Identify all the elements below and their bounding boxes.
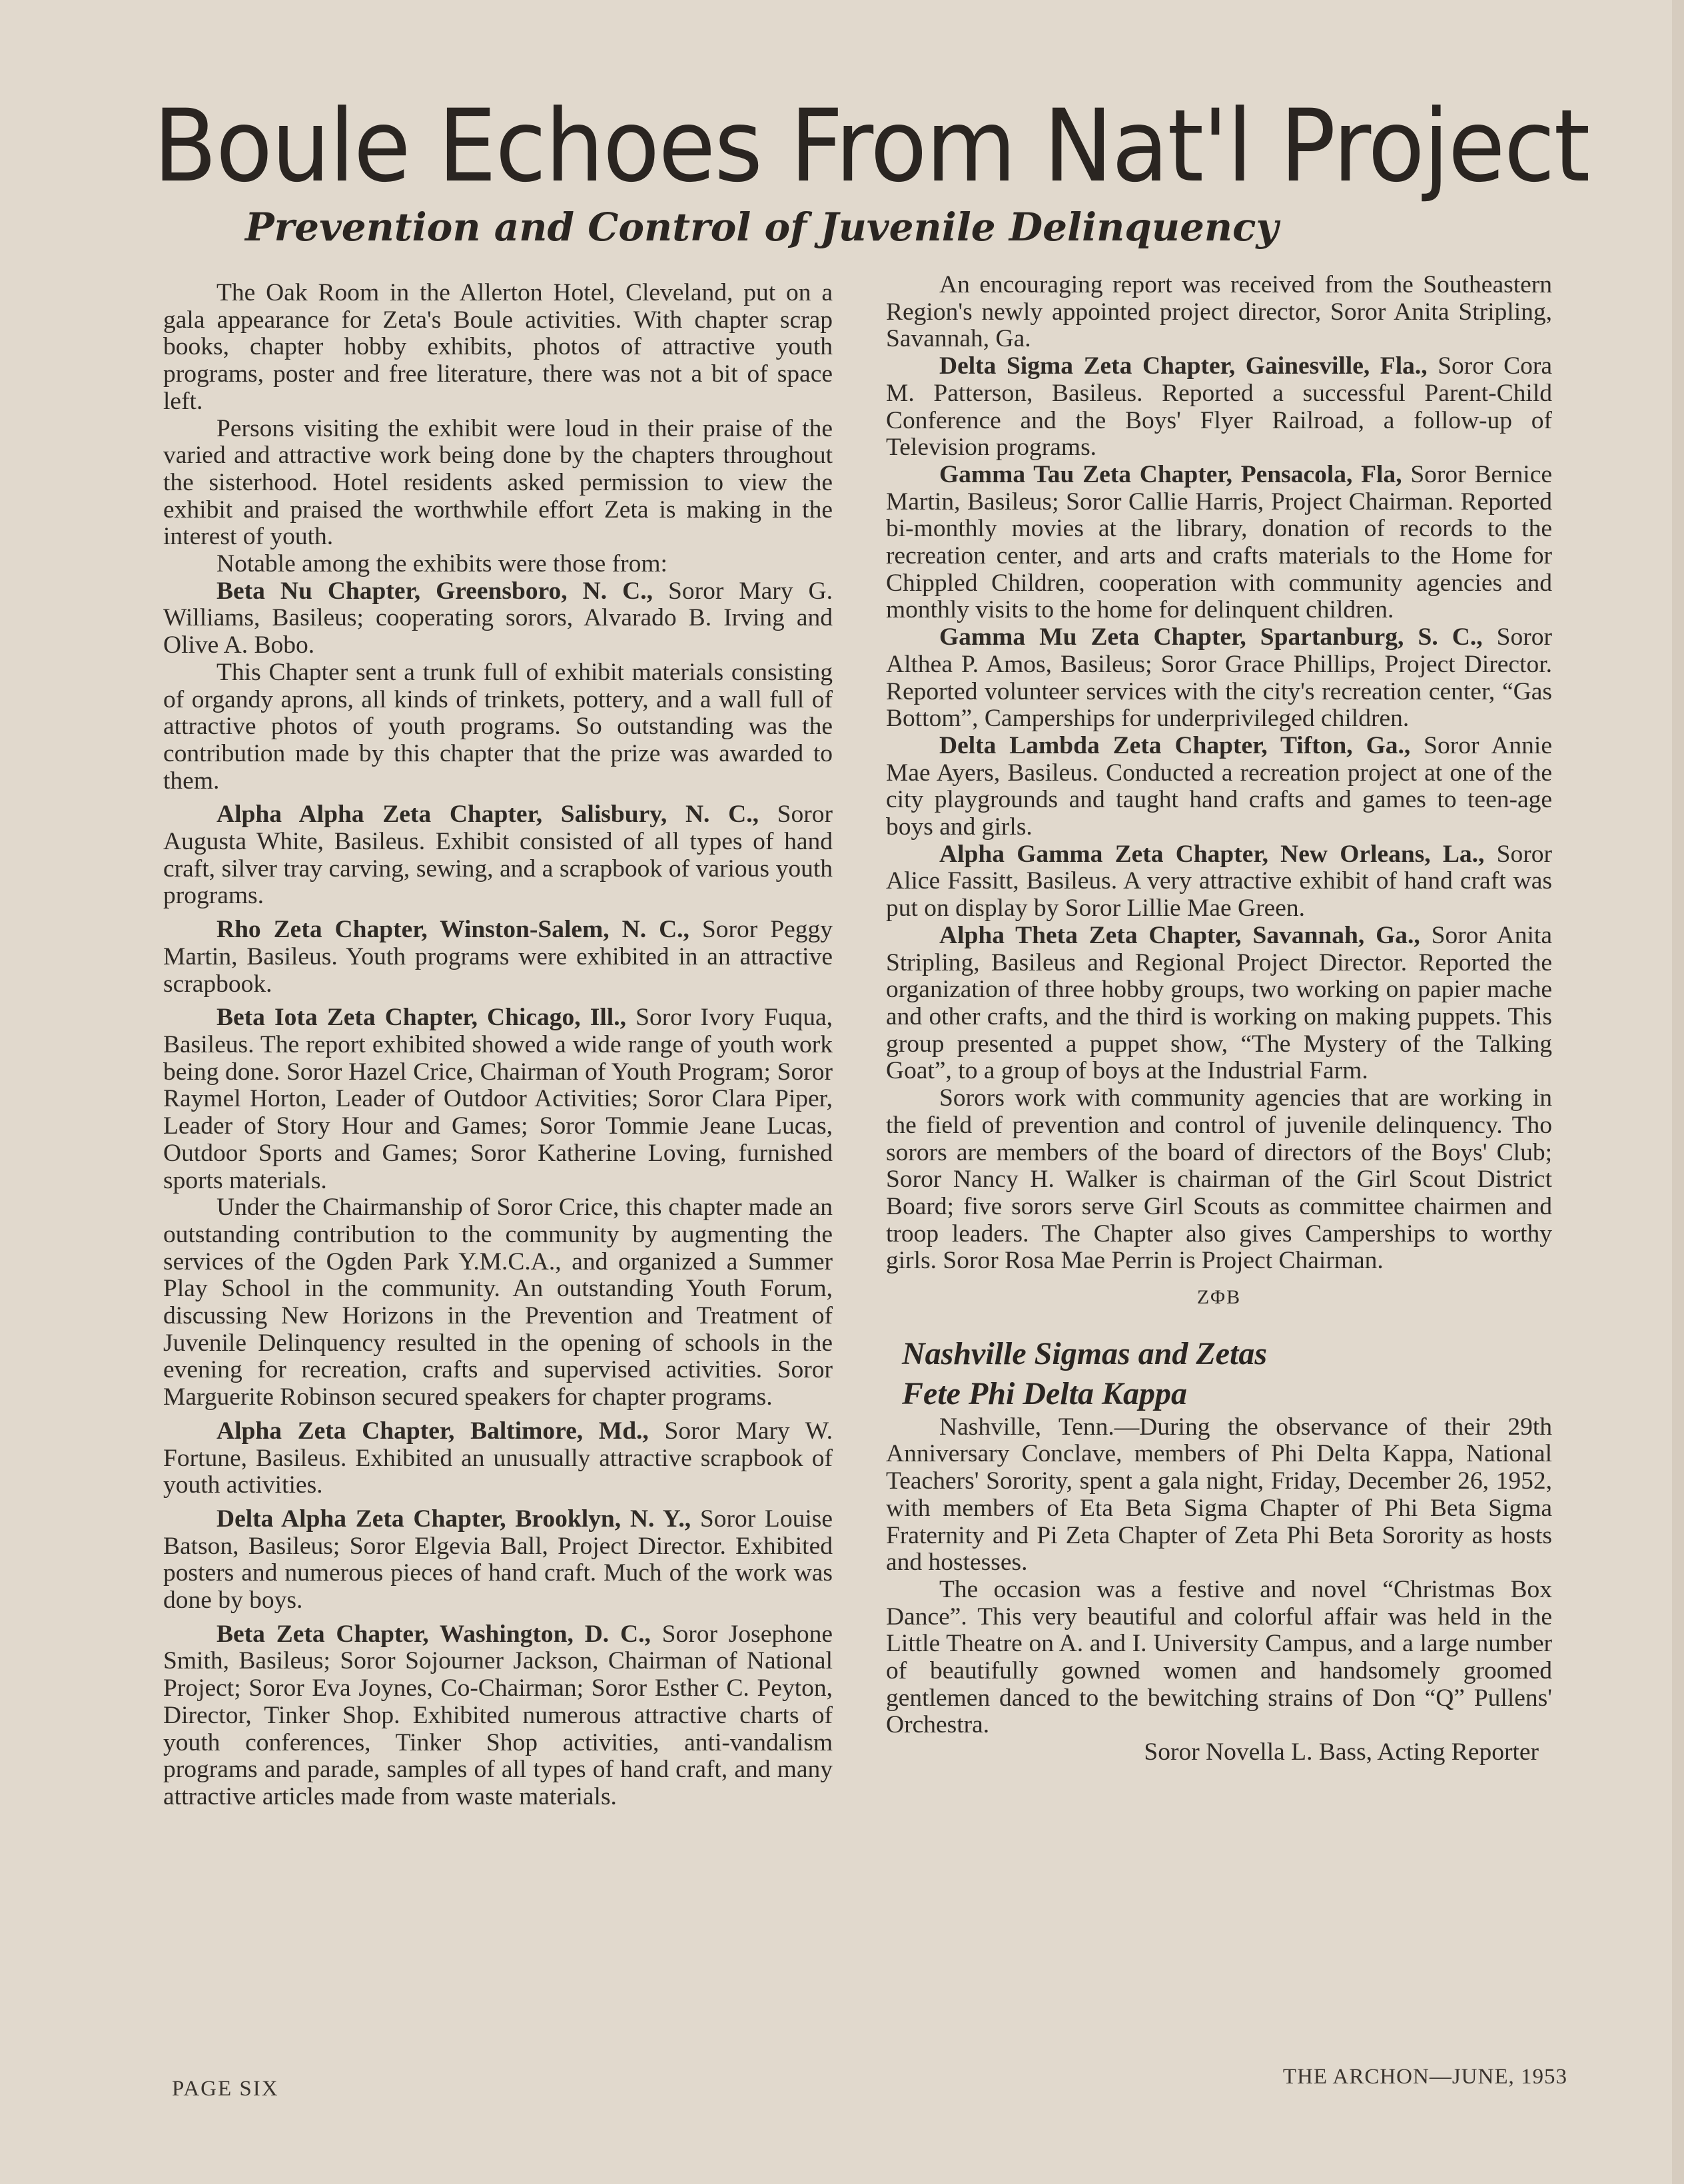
chapter-entry: [163, 1418, 833, 1499]
chapter-text: Soror Mary W. Fortune, Basileus. Exhibited an unusually attractive scrapbook of youth activities.: [163, 1417, 833, 1499]
chapter-entry: [163, 1621, 833, 1811]
chapter-name: Alpha Theta Zeta Chapter, Savannah, Ga.,: [939, 921, 1420, 949]
chapter-entry: [886, 462, 1552, 624]
paragraph: Nashville, Tenn.—During the observance of their 29th Anniversary Conclave, members of Phi Delta Kappa, National Teachers' Sorority, spent a gala night, Friday, December 26, 1952, with members of Eta Beta Sigma Chapter of Phi Beta Sigma Fraternity and Pi Zeta Chapter of Zeta Phi Beta Sorority as hosts and hostesses.: [886, 1413, 1552, 1577]
chapter-name: Beta Iota Zeta Chapter, Chicago, Ill.,: [216, 1004, 626, 1032]
paragraph: An encouraging report was received from the Southeastern Region's newly appointed project director, Soror Anita Stripling, Savannah, Ga.: [886, 271, 1552, 353]
chapter-entry: [163, 801, 833, 910]
section-separator: ZΦB: [1196, 1286, 1242, 1309]
right-column: [886, 272, 1552, 1766]
chapter-text: Soror Josephone Smith, Basileus; Soror Sojourner Jackson, Chairman of National Project; Soror Eva Joynes, Co-Chairman; Soror Esther C. Peyton, Director, Tinker Shop. Exhibited numerous attractive charts of youth conferences, Tinker Shop activities, anti-vandalism programs and parade, samples of all types of hand craft, and many attractive articles made from waste materials.: [163, 1620, 833, 1810]
publication-info: THE ARCHON—JUNE, 1953: [1282, 2065, 1567, 2089]
chapter-name: Beta Nu Chapter, Greensboro, N. C.,: [216, 577, 653, 605]
chapter-text: Soror Alice Fassitt, Basileus. A very attractive exhibit of hand craft was put on display by Soror Lillie Mae Green.: [886, 840, 1552, 922]
chapter-entry: [163, 916, 833, 998]
chapter-name: Delta Sigma Zeta Chapter, Gainesville, Fla.,: [939, 352, 1428, 380]
chapter-name: Alpha Gamma Zeta Chapter, New Orleans, La.,: [939, 840, 1485, 868]
chapter-name: Gamma Mu Zeta Chapter, Spartanburg, S. C.,: [939, 623, 1483, 651]
chapter-entry: [163, 578, 833, 659]
article-heading: [902, 1334, 1552, 1414]
chapter-text: Soror Augusta White, Basileus. Exhibit consisted of all types of hand craft, silver tray carving, sewing, and a scrapbook of various youth programs.: [163, 801, 833, 910]
chapter-text: Soror Peggy Martin, Basileus. Youth programs were exhibited in an attractive scrapbook.: [163, 916, 833, 998]
page-subtitle: Prevention and Control of Juvenile Delinquency: [245, 204, 1279, 250]
paragraph: This Chapter sent a trunk full of exhibit materials consisting of organdy aprons, all kinds of trinkets, pottery, and a wall full of attractive photos of youth programs. So outstanding was the contribution made by this chapter that the prize was awarded to them.: [163, 658, 833, 795]
chapter-text: Soror Bernice Martin, Basileus; Soror Callie Harris, Project Chairman. Reported bi-monthly movies at the library, donation of records to the recreation center, and arts and crafts materials to the Home for Chippled Children, cooperation with community agencies and monthly visits to the home for delinquent children.: [886, 460, 1552, 624]
chapter-entry: [886, 841, 1552, 922]
chapter-text: Soror Althea P. Amos, Basileus; Soror Grace Phillips, Project Director. Reported volunteer services with the city's recreation center, “Gas Bottom”, Camperships for underprivileged children.: [886, 623, 1552, 733]
chapter-text: Soror Mary G. Williams, Basileus; cooperating sorors, Alvarado B. Irving and Olive A. Bobo.: [163, 577, 833, 659]
chapter-entry: [163, 1506, 833, 1615]
chapter-entry: [886, 922, 1552, 1085]
article-heading-line: Fete Phi Delta Kappa: [902, 1375, 1187, 1411]
page-edge: [1672, 0, 1684, 2184]
page-title: Boule Echoes From Nat'l Project: [153, 89, 1589, 204]
chapter-name: Delta Alpha Zeta Chapter, Brooklyn, N. Y.,: [216, 1505, 691, 1533]
chapter-name: Gamma Tau Zeta Chapter, Pensacola, Fla,: [939, 460, 1402, 488]
chapter-name: Rho Zeta Chapter, Winston-Salem, N. C.,: [216, 916, 689, 944]
chapter-text: Soror Ivory Fuqua, Basileus. The report exhibited showed a wide range of youth work being done. Soror Hazel Crice, Chairman of Youth Program; Soror Raymel Horton, Leader of Outdoor Activities; Soror Clara Piper, Leader of Story Hour and Games; Soror Tommie Jeane Lucas, Outdoor Sports and Games; Soror Katherine Loving, furnished sports materials.: [163, 1004, 833, 1194]
chapter-entry: [886, 624, 1552, 733]
chapter-text: Soror Annie Mae Ayers, Basileus. Conducted a recreation project at one of the city playgrounds and taught hand crafts and games to teen-age boys and girls.: [886, 731, 1552, 841]
chapter-entry: [886, 353, 1552, 462]
chapter-entry: [886, 733, 1552, 841]
paragraph: Under the Chairmanship of Soror Crice, this chapter made an outstanding contribution to the community by augmenting the services of the Ogden Park Y.M.C.A., and organized a Summer Play School in the community. An outstanding Youth Forum, discussing New Horizons in the Prevention and Treatment of Juvenile Delinquency resulted in the opening of schools in the evening for recreation, crafts and supervised activities. Soror Marguerite Robinson secured speakers for chapter programs.: [163, 1194, 833, 1411]
article-heading-line: Nashville Sigmas and Zetas: [902, 1335, 1268, 1371]
reporter-signature: Soror Novella L. Bass, Acting Reporter: [1144, 1738, 1539, 1766]
paragraph: The Oak Room in the Allerton Hotel, Cleveland, put on a gala appearance for Zeta's Boule activities. With chapter scrap books, chapter hobby exhibits, photos of attractive youth programs, poster and free literature, there was not a bit of space left.: [163, 279, 833, 415]
chapter-text: Soror Cora M. Patterson, Basileus. Reported a successful Parent-Child Conference and the Boys' Flyer Railroad, a follow-up of Television programs.: [886, 352, 1552, 462]
left-column: [163, 280, 833, 1811]
paragraph: Notable among the exhibits were those from:: [216, 550, 667, 578]
chapter-name: Alpha Alpha Zeta Chapter, Salisbury, N. C.,: [216, 801, 759, 829]
paragraph: The occasion was a festive and novel “Christmas Box Dance”. This very beautiful and colorful affair was held in the Little Theatre on A. and I. University Campus, and a large number of beautifully gowned women and handsomely groomed gentlemen danced to the bewitching strains of Don “Q” Pullens' Orchestra.: [886, 1575, 1552, 1739]
paragraph: Sorors work with community agencies that are working in the field of prevention and control of juvenile delinquency. Tho sorors are members of the board of directors of the Boys' Club; Soror Nancy H. Walker is chairman of the Girl Scout District Board; five sorors serve Girl Scouts as committee chairmen and troop leaders. The Chapter also gives Camperships to worthy girls. Soror Rosa Mae Perrin is Project Chairman.: [886, 1084, 1552, 1275]
chapter-name: Delta Lambda Zeta Chapter, Tifton, Ga.,: [939, 731, 1411, 759]
chapter-text: Soror Anita Stripling, Basileus and Regional Project Director. Reported the organization of three hobby groups, two working on papier mache and other crafts, and the third is working on making puppets. This group presented a puppet show, “The Mystery of the Talking Goat”, to a group of boys at the Industrial Farm.: [886, 921, 1552, 1085]
chapter-name: Beta Zeta Chapter, Washington, D. C.,: [216, 1620, 651, 1648]
chapter-name: Alpha Zeta Chapter, Baltimore, Md.,: [216, 1417, 649, 1445]
chapter-text: Soror Louise Batson, Basileus; Soror Elgevia Ball, Project Director. Exhibited posters and numerous pieces of hand craft. Much of the work was done by boys.: [163, 1505, 833, 1615]
page-number: PAGE SIX: [172, 2077, 279, 2101]
paragraph: Persons visiting the exhibit were loud in their praise of the varied and attractive work being done by the chapters throughout the sisterhood. Hotel residents asked permission to view the exhibit and praised the worthwhile effort Zeta is making in the interest of youth.: [163, 414, 833, 551]
chapter-entry: [163, 1004, 833, 1194]
